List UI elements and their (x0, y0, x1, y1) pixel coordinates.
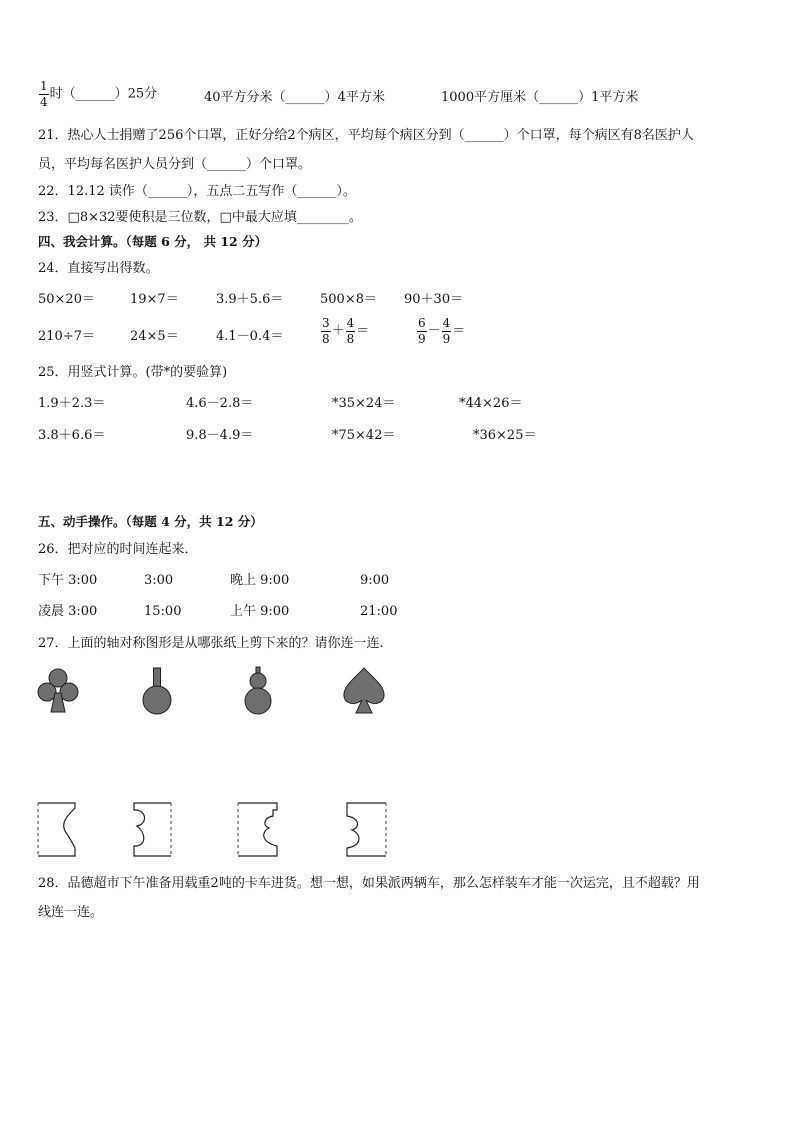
q20-part1: 时（______）25分 (49, 86, 158, 102)
spade-icon (341, 666, 387, 716)
q26-r2-c4: 21:00 (360, 604, 398, 619)
club-icon (36, 667, 80, 715)
q26-r1-c3: 晚上 9:00 (230, 573, 290, 588)
q25-r1-c3: *35×24＝ (332, 396, 396, 411)
q28-line1: 28．品德超市下午准备用载重2吨的卡车进货。想一想，如果派两辆车，那么怎样装车才能一次运完，且不超载？用 (38, 876, 700, 891)
paper-cut-1 (37, 802, 77, 858)
q23-text: 23．□8×32要使积是三位数，□中最大应填________。 (38, 210, 362, 225)
q28-line2: 线连一连。 (38, 905, 104, 920)
paper-cut-3 (237, 802, 279, 858)
q24-r2-c2: 24×5＝ (130, 329, 179, 344)
q24-r1-c2: 19×7＝ (130, 292, 179, 307)
q26-r2-c1: 凌晨 3:00 (38, 604, 98, 619)
section4-title: 四、我会计算。（每题 6 分， 共 12 分） (38, 234, 268, 249)
q25-r2-c3: *75×42＝ (332, 428, 396, 443)
q21-line2: 员，平均每名医护人员分到（______）个口罩。 (38, 157, 312, 172)
q25-r2-c2: 9.8－4.9＝ (186, 428, 254, 443)
q24-r2-c3: 4.1－0.4＝ (216, 329, 284, 344)
q26-r2-c3: 上午 9:00 (230, 604, 290, 619)
q22-text: 22．12.12 读作（______），五点二五写作（______）。 (38, 184, 356, 199)
q20-line (38, 80, 157, 108)
q25-r2-c4: *36×25＝ (473, 428, 537, 443)
q24-r1-c1: 50×20＝ (38, 292, 95, 307)
q26-r1-c1: 下午 3:00 (38, 573, 98, 588)
bottle-icon (140, 666, 174, 716)
q24-fraction-diff: $\frac{6}{9}$ － $\frac{4}{9}$ ＝ (418, 316, 466, 346)
paper-cut-2 (133, 802, 173, 858)
q26-r2-c2: 15:00 (144, 604, 182, 619)
q25-r1-c2: 4.6－2.8＝ (186, 396, 254, 411)
q20-part2: 40平方分米（______）4平方米 (204, 90, 385, 105)
q25-r2-c1: 3.8＋6.6＝ (38, 428, 106, 443)
section5-title: 五、动手操作。（每题 4 分，共 12 分） (38, 514, 263, 529)
q24-title: 24．直接写出得数。 (38, 261, 159, 276)
paper-cut-4 (346, 802, 388, 858)
q24-r1-c5: 90＋30＝ (404, 292, 464, 307)
q24-r1-c3: 3.9＋5.6＝ (216, 292, 284, 307)
q21-line1: 21．热心人士捐赠了256个口罩，正好分给2个病区，平均每个病区分到（______）个口罩，每个病区有8名医护人 (38, 128, 694, 143)
q25-r1-c4: *44×26＝ (459, 396, 523, 411)
q20-fraction: $\frac{1}{4}$ (40, 79, 48, 109)
q24-r1-c4: 500×8＝ (320, 292, 377, 307)
q26-r1-c2: 3:00 (144, 573, 174, 588)
q20-part3: 1000平方厘米（______）1平方米 (441, 90, 639, 105)
gourd-icon (242, 666, 274, 716)
q25-title: 25．用竖式计算。(带*的要验算) (38, 365, 228, 380)
q26-r1-c4: 9:00 (360, 573, 390, 588)
q25-r1-c1: 1.9＋2.3＝ (38, 396, 106, 411)
q27-title: 27．上面的轴对称图形是从哪张纸上剪下来的？请你连一连. (38, 636, 384, 651)
q24-r2-c1: 210÷7＝ (38, 329, 95, 344)
q26-title: 26．把对应的时间连起来． (38, 542, 198, 557)
q24-fraction-sum: $\frac{3}{8}$ ＋ $\frac{4}{8}$ ＝ (322, 316, 370, 346)
